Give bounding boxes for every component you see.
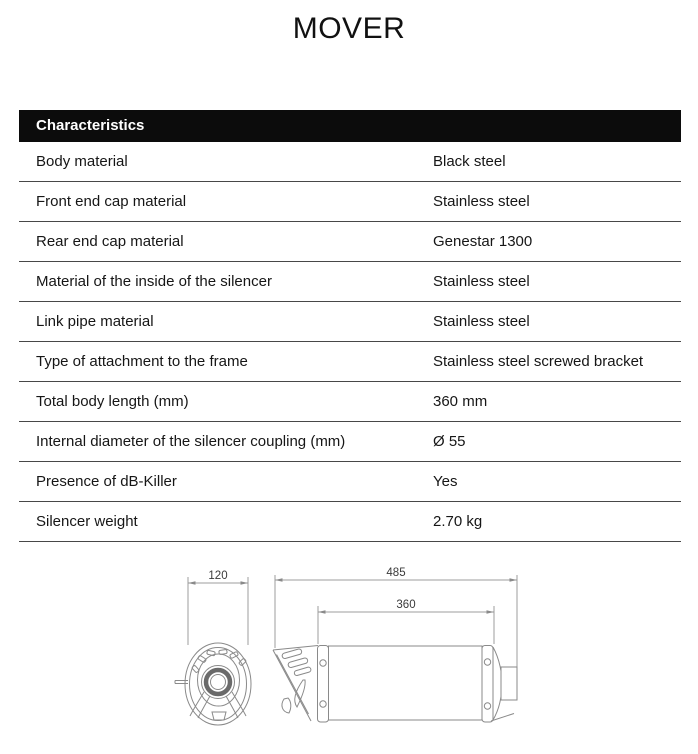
row-label: Body material — [36, 153, 128, 170]
table-row — [19, 262, 681, 302]
table-row — [19, 302, 681, 342]
row-label: Front end cap material — [36, 193, 187, 210]
table-row — [19, 342, 681, 382]
row-value: Yes — [433, 473, 458, 490]
row-label: Material of the inside of the silencer — [36, 273, 272, 290]
row-value: Stainless steel — [433, 313, 530, 330]
row-value: Genestar 1300 — [433, 233, 533, 250]
dimension-120-label: 120 — [208, 570, 228, 582]
mounting-bracket — [273, 646, 318, 722]
table-row — [19, 382, 681, 422]
silencer-side-view — [273, 646, 517, 723]
row-label: Total body length (mm) — [36, 393, 189, 410]
row-label: Silencer weight — [36, 513, 138, 530]
table-row — [19, 182, 681, 222]
row-value: 2.70 kg — [433, 513, 483, 530]
row-label: Type of attachment to the frame — [36, 353, 248, 370]
dimension-360-label: 360 — [396, 599, 416, 611]
silencer-end-view — [175, 643, 251, 725]
row-value: Black steel — [433, 153, 506, 170]
row-label: Rear end cap material — [36, 233, 184, 250]
row-label: Internal diameter of the silencer coupling (mm) — [36, 433, 346, 450]
page-title: MOVER — [292, 12, 406, 45]
exhaust-tip — [501, 667, 517, 700]
technical-drawing — [0, 550, 698, 749]
row-value: Stainless steel — [433, 273, 530, 290]
row-label: Link pipe material — [36, 313, 154, 330]
row-value: Stainless steel screwed bracket — [433, 353, 644, 370]
table-row — [19, 422, 681, 462]
table-row — [19, 462, 681, 502]
table-row — [19, 222, 681, 262]
technical-drawing-svg — [0, 550, 698, 749]
table-row — [19, 142, 681, 182]
dimension-360 — [318, 599, 494, 644]
row-value: Ø 55 — [433, 433, 466, 450]
row-label: Presence of dB-Killer — [36, 473, 177, 490]
silencer-body — [329, 646, 483, 720]
table-header: Characteristics — [19, 110, 681, 142]
row-value: Stainless steel — [433, 193, 530, 210]
dimension-120 — [188, 570, 248, 645]
row-value: 360 mm — [433, 393, 488, 410]
dimension-485-label: 485 — [386, 567, 406, 579]
characteristics-table — [19, 110, 681, 542]
table-row — [19, 502, 681, 542]
end-view-pin — [175, 681, 188, 684]
front-band — [318, 646, 329, 723]
